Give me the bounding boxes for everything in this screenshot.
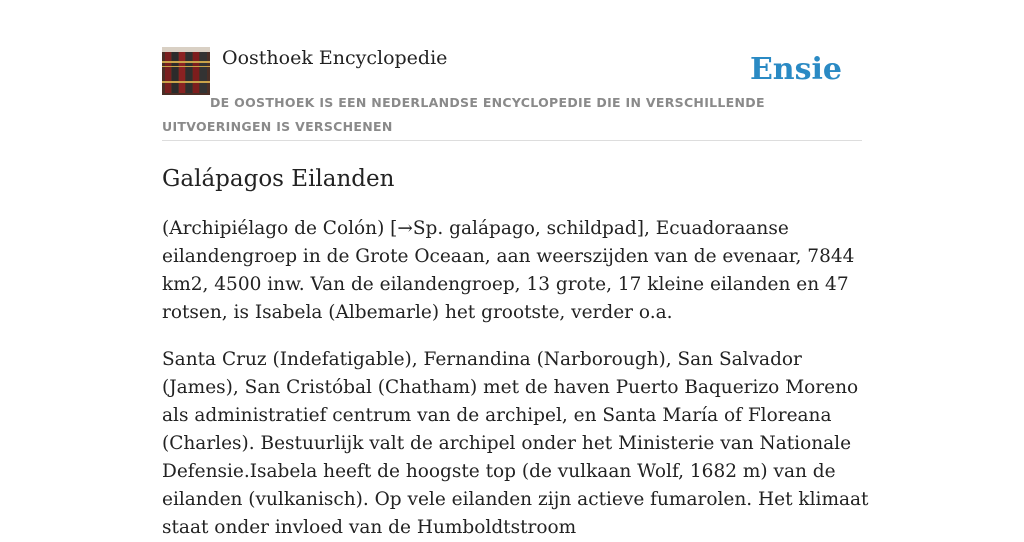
encyclopedia-books-icon[interactable] (162, 47, 210, 95)
site-tagline: DE OOSTHOEK IS EEN NEDERLANDSE ENCYCLOPEDIE DIE IN VERSCHILLENDE UITVOERINGEN IS VERSCHENEN (162, 95, 765, 134)
site-name[interactable]: Oosthoek Encyclopedie (222, 47, 448, 69)
site-header (162, 46, 862, 141)
article-title: Galápagos Eilanden (162, 166, 395, 192)
article-paragraph: Santa Cruz (Indefatigable), Fernandina (Narborough), San Salvador (James), San Cristóbal (Chatham) met de haven Puerto Baquerizo Moreno als administratief centrum van de archipel, en Santa María of Floreana (Charles). Bestuurlijk valt de archipel onder het Ministerie van Nationale Defensie.Isabela heeft de hoogste top (de vulkaan Wolf, 1682 m) van de eilanden (vulkanisch). Op vele eilanden zijn actieve fumarolen. Het klimaat staat onder invloed van de Humboldtstroom (162, 349, 869, 538)
article (162, 162, 872, 542)
brand-logo[interactable]: Ensie (749, 52, 842, 87)
article-paragraph: (Archipiélago de Colón) [→Sp. galápago, schildpad], Ecuadoraanse eilandengroep in de Grote Oceaan, aan weerszijden van de evenaar, 7844 km2, 4500 inw. Van de eilandengroep, 13 grote, 17 kleine eilanden en 47 rotsen, is Isabela (Albemarle) het grootste, verder o.a. (162, 218, 855, 323)
